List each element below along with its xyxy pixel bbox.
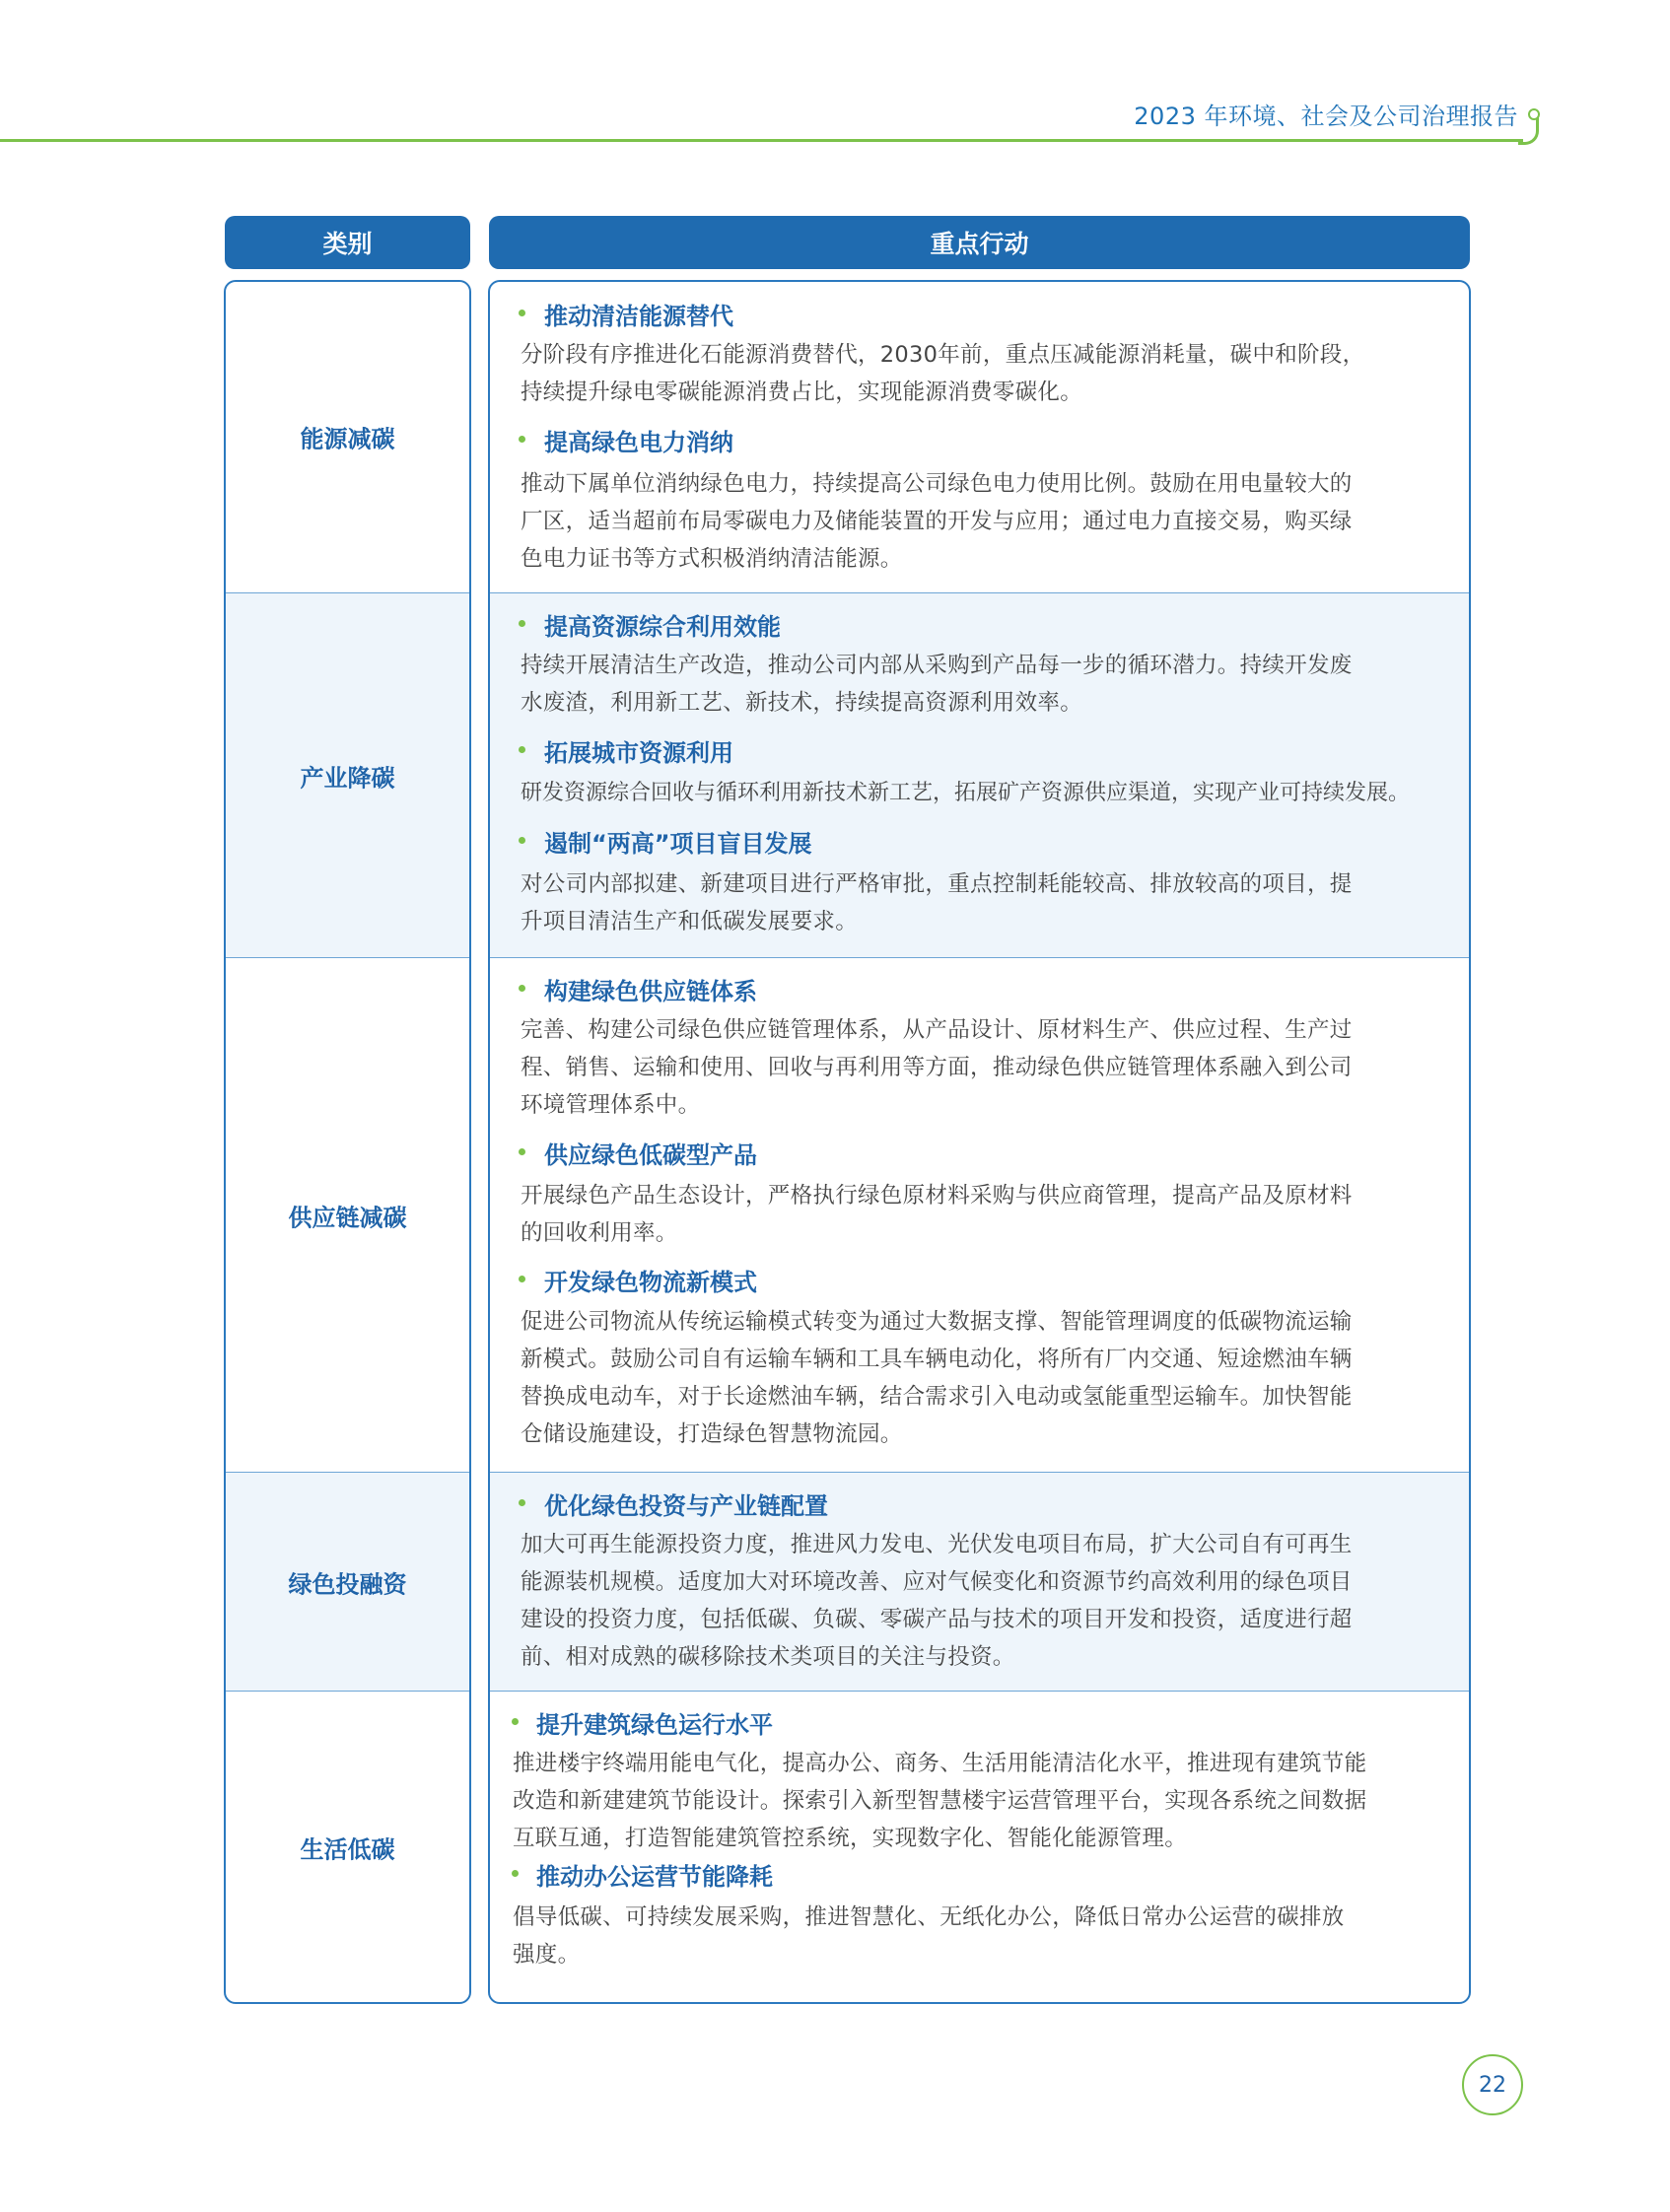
bullet-dot xyxy=(519,1499,525,1506)
desc-line: 对公司内部拟建、新建项目进行严格审批，重点控制耗能较高、排放较高的项目，提 xyxy=(521,871,1353,897)
column-header-actions: 重点行动 xyxy=(489,216,1470,269)
action-title: 提高资源综合利用效能 xyxy=(544,613,781,641)
category-cell xyxy=(226,1691,469,2004)
desc-line: 水废渣，利用新工艺、新技术，持续提高资源利用效率。 xyxy=(521,690,1083,716)
bullet-dot xyxy=(512,1718,519,1725)
actions-cell xyxy=(490,282,1469,592)
action-title: 推动办公运营节能降耗 xyxy=(536,1863,773,1891)
category-cell xyxy=(226,592,469,957)
desc-line: 新模式。鼓励公司自有运输车辆和工具车辆电动化，将所有厂内交通、短途燃油车辆 xyxy=(521,1347,1353,1372)
column-header-category: 类别 xyxy=(225,216,470,269)
desc-line: 强度。 xyxy=(513,1942,581,1968)
category-column xyxy=(224,280,471,2004)
desc-line: 促进公司物流从传统运输模式转变为通过大数据支撑、智能管理调度的低碳物流运输 xyxy=(521,1309,1353,1335)
desc-line: 色电力证书等方式积极消纳清洁能源。 xyxy=(521,546,903,572)
action-title: 优化绿色投资与产业链配置 xyxy=(544,1492,828,1520)
desc-line: 开展绿色产品生态设计，严格执行绿色原材料采购与供应商管理，提高产品及原材料 xyxy=(521,1183,1353,1209)
desc-line: 的回收利用率。 xyxy=(521,1220,678,1246)
action-description xyxy=(513,1745,1454,1857)
category-label: 能源减碳 xyxy=(300,425,395,453)
bullet-dot xyxy=(519,1148,525,1155)
desc-line: 能源装机规模。适度加大对环境改善、应对气候变化和资源节约高效利用的绿色项目 xyxy=(521,1569,1353,1595)
category-cell xyxy=(226,957,469,1472)
action-title: 拓展城市资源利用 xyxy=(544,739,733,767)
action-description xyxy=(521,465,1452,578)
bullet-dot xyxy=(519,1276,525,1282)
desc-line: 替换成电动车，对于长途燃油车辆，结合需求引入电动或氢能重型运输车。加快智能 xyxy=(521,1384,1353,1410)
action-title: 推动清洁能源替代 xyxy=(544,303,733,330)
desc-line: 加大可再生能源投资力度，推进风力发电、光伏发电项目布局，扩大公司自有可再生 xyxy=(521,1532,1353,1557)
bullet-dot xyxy=(519,837,525,844)
bullet-dot xyxy=(519,310,525,316)
action-title: 开发绿色物流新模式 xyxy=(544,1269,757,1296)
bullet-dot xyxy=(519,436,525,443)
bullet-dot xyxy=(519,746,525,753)
desc-line: 互联互通，打造智能建筑管控系统，实现数字化、智能化能源管理。 xyxy=(513,1826,1188,1851)
desc-line: 研发资源综合回收与循环利用新技术新工艺，拓展矿产资源供应渠道，实现产业可持续发展。 xyxy=(521,781,1411,805)
category-label: 绿色投融资 xyxy=(288,1570,407,1599)
bullet-dot xyxy=(512,1870,519,1877)
desc-line: 程、销售、运输和使用、回收与再利用等方面，推动绿色供应链管理体系融入到公司 xyxy=(521,1055,1353,1080)
category-label: 产业降碳 xyxy=(300,764,395,793)
bullet-dot xyxy=(519,620,525,627)
actions-cell xyxy=(490,592,1469,957)
desc-line: 倡导低碳、可持续发展采购，推进智慧化、无纸化办公，降低日常办公运营的碳排放 xyxy=(513,1904,1345,1930)
desc-line: 推动下属单位消纳绿色电力，持续提高公司绿色电力使用比例。鼓励在用电量较大的 xyxy=(521,471,1353,497)
actions-cell xyxy=(490,1691,1469,2004)
action-description xyxy=(521,1011,1452,1124)
page-number: 22 xyxy=(1462,2054,1523,2115)
desc-line: 建设的投资力度，包括低碳、负碳、零碳产品与技术的项目开发和投资，适度进行超 xyxy=(521,1607,1353,1632)
action-title: 遏制“两高”项目盲目发展 xyxy=(544,830,812,858)
action-description xyxy=(521,775,1467,812)
category-label: 供应链减碳 xyxy=(288,1204,407,1232)
desc-line: 持续开展清洁生产改造，推动公司内部从采购到产品每一步的循环潜力。持续开发废 xyxy=(521,653,1353,678)
desc-line: 前、相对成熟的碳移除技术类项目的关注与投资。 xyxy=(521,1644,1015,1670)
action-title: 构建绿色供应链体系 xyxy=(544,978,757,1005)
desc-line: 仓储设施建设，打造绿色智慧物流园。 xyxy=(521,1421,903,1447)
action-description xyxy=(521,865,1452,940)
desc-line: 环境管理体系中。 xyxy=(521,1092,701,1118)
desc-line: 持续提升绿电零碳能源消费占比，实现能源消费零碳化。 xyxy=(521,380,1083,405)
action-description xyxy=(513,1899,1454,1973)
action-title: 提升建筑绿色运行水平 xyxy=(536,1711,773,1739)
actions-cell xyxy=(490,957,1469,1472)
action-description xyxy=(521,1526,1452,1676)
action-description xyxy=(521,647,1452,722)
actions-column xyxy=(488,280,1471,2004)
bullet-dot xyxy=(519,985,525,992)
action-title: 供应绿色低碳型产品 xyxy=(544,1141,757,1169)
desc-line: 改造和新建建筑节能设计。探索引入新型智慧楼宇运营管理平台，实现各系统之间数据 xyxy=(513,1788,1367,1814)
category-label: 生活低碳 xyxy=(300,1835,395,1864)
desc-line: 厂区，适当超前布局零碳电力及储能装置的开发与应用；通过电力直接交易，购买绿 xyxy=(521,509,1353,534)
category-cell xyxy=(226,1472,469,1691)
actions-cell xyxy=(490,1472,1469,1691)
action-title: 提高绿色电力消纳 xyxy=(544,429,733,456)
action-description xyxy=(521,336,1452,411)
desc-line: 推进楼宇终端用能电气化，提高办公、商务、生活用能清洁化水平，推进现有建筑节能 xyxy=(513,1751,1367,1776)
action-description xyxy=(521,1303,1452,1453)
action-description xyxy=(521,1177,1452,1252)
header-rule xyxy=(0,139,1523,142)
desc-line: 分阶段有序推进化石能源消费替代，2030年前，重点压减能源消耗量，碳中和阶段， xyxy=(521,342,1365,368)
desc-line: 完善、构建公司绿色供应链管理体系，从产品设计、原材料生产、供应过程、生产过 xyxy=(521,1017,1353,1043)
desc-line: 升项目清洁生产和低碳发展要求。 xyxy=(521,909,859,934)
report-header-title: 2023 年环境、社会及公司治理报告 xyxy=(1134,103,1518,130)
category-cell xyxy=(226,282,469,592)
header-dot xyxy=(1528,108,1540,120)
